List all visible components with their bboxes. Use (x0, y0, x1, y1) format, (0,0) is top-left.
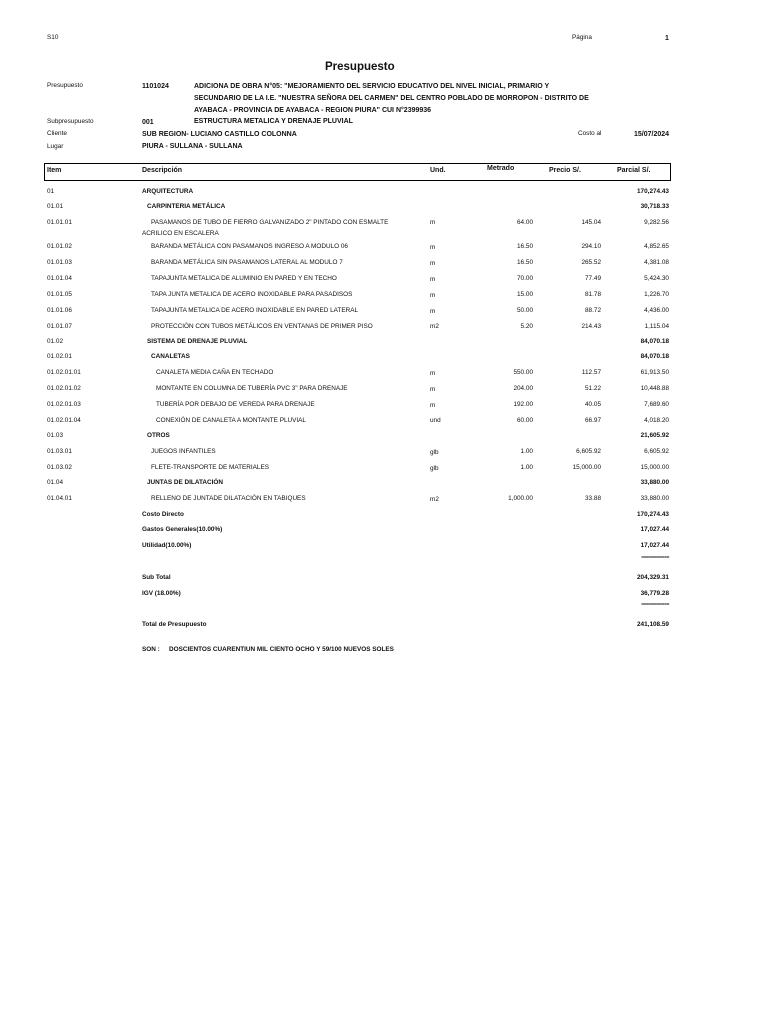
table-row-item: 01.01 (47, 203, 63, 210)
table-row-parcial: 10,448.88 (640, 385, 669, 392)
lugar-label: Lugar (47, 143, 64, 150)
presupuesto-desc-line-3: AYABACA - PROVINCIA DE AYABACA - REGION PIURA" CUI N°2399936 (194, 107, 432, 114)
table-row-und: und (430, 417, 441, 424)
table-row-item: 01.01.02 (47, 243, 72, 250)
table-row-metrado: 64.00 (517, 219, 533, 226)
table-row-metrado: 60.00 (517, 417, 533, 424)
igv-value: 36,779.28 (640, 590, 669, 597)
table-row-metrado: 15.00 (517, 291, 533, 298)
table-row-item: 01.01.01 (47, 219, 72, 226)
table-row-parcial: 61,913.50 (640, 369, 669, 376)
subtotal-value: 204,329.31 (637, 574, 669, 581)
table-row-und: m (430, 219, 436, 226)
table-row-item: 01.02.01 (47, 353, 72, 360)
presupuesto-desc-line-1: ADICIONA DE OBRA N°05: "MEJORAMIENTO DEL SERVICIO EDUCATIVO DEL NIVEL INICIAL, PRIMARIO Y (194, 83, 550, 90)
table-row-desc: JUNTAS DE DILATACIÓN (147, 479, 223, 486)
table-row-item: 01.04.01 (47, 495, 72, 502)
table-row-parcial: 1,115.04 (644, 323, 669, 330)
table-row-item: 01.01.04 (47, 275, 72, 282)
table-row-und: glb (430, 449, 439, 456)
costo-label: Costo al (578, 130, 602, 137)
table-row-item: 01.02 (47, 338, 63, 345)
table-row-und: m (430, 292, 436, 299)
table-row-item: 01.03.02 (47, 464, 72, 471)
table-row-precio: 77.49 (585, 275, 601, 282)
table-row-metrado: 50.00 (517, 307, 533, 314)
table-row-precio: 81.78 (585, 291, 601, 298)
subpresupuesto-code: 001 (142, 119, 154, 126)
table-row-und: m (430, 402, 436, 409)
table-row-desc: CANALETA MEDIA CAÑA EN TECHADO (156, 369, 274, 376)
presupuesto-desc-line-2: SECUNDARIO DE LA I.E. "NUESTRA SEÑORA DEL CARMEN" DEL CENTRO POBLADO DE MORROPON - DISTRITO DE (194, 95, 589, 102)
table-row-parcial: 84,070.18 (640, 353, 669, 360)
table-row-parcial: 4,018.20 (644, 417, 669, 424)
table-row-parcial: 4,852.65 (644, 243, 669, 250)
table-row-metrado: 192.00 (513, 401, 533, 408)
table-row-parcial: 6,605.92 (644, 448, 669, 455)
table-row-desc: ARQUITECTURA (142, 188, 194, 195)
cliente-label: Cliente (47, 130, 67, 137)
total-presupuesto-label: Total de Presupuesto (142, 621, 207, 628)
table-row-parcial: 170,274.43 (637, 188, 669, 195)
table-row-parcial: 15,000.00 (640, 464, 669, 471)
table-row-metrado: 1.00 (520, 464, 533, 471)
table-row-metrado: 70.00 (517, 275, 533, 282)
table-row-precio: 112.57 (581, 369, 601, 376)
table-row-metrado: 1,000.00 (508, 495, 533, 502)
table-row-precio: 265.52 (581, 259, 601, 266)
presupuesto-label: Presupuesto (47, 82, 83, 89)
table-row-desc: TUBERÍA POR DEBAJO DE VEREDA PARA DRENAJE (156, 401, 315, 408)
total-presupuesto-value: 241,108.59 (637, 621, 669, 628)
column-descripcion: Descripción (142, 167, 183, 174)
table-row-item: 01.01.03 (47, 259, 72, 266)
table-row-desc: CARPINTERIA METÁLICA (147, 203, 226, 210)
column-metrado: Metrado (487, 165, 515, 172)
table-row-parcial: 7,689.60 (644, 401, 669, 408)
subtotal-label: Sub Total (142, 574, 171, 581)
separator-line: =========== (641, 602, 669, 608)
table-row-und: m (430, 276, 436, 283)
table-row-precio: 51.22 (585, 385, 601, 392)
column-item: Item (47, 167, 62, 174)
table-row-parcial: 84,070.18 (640, 338, 669, 345)
table-row-und: m (430, 244, 436, 251)
table-row-desc: TAPAJUNTA METALICA DE ALUMINIO EN PARED Y EN TECHO (151, 275, 337, 282)
column-precio: Precio S/. (549, 167, 581, 174)
igv-label: IGV (18.00%) (142, 590, 181, 597)
column-parcial: Parcial S/. (617, 167, 651, 174)
subpresupuesto-desc: ESTRUCTURA METALICA Y DRENAJE PLUVIAL (194, 118, 353, 125)
costo-date: 15/07/2024 (634, 131, 670, 138)
table-row-precio: 66.97 (585, 417, 601, 424)
table-row-desc: BARANDA METÁLICA SIN PASAMANOS LATERAL AL MODULO 7 (151, 259, 343, 266)
table-row-und: m (430, 370, 436, 377)
costo-directo-value: 170,274.43 (637, 511, 669, 518)
table-row-desc-cont: ACRILICO EN ESCALERA (142, 230, 219, 237)
table-row-parcial: 33,880.00 (640, 495, 669, 502)
table-row-parcial: 21,605.92 (640, 432, 669, 439)
table-row-desc: BARANDA METÁLICA CON PASAMANOS INGRESO A MODULO 06 (151, 243, 348, 250)
table-row-precio: 33.88 (585, 495, 601, 502)
table-row-desc: FLETE-TRANSPORTE DE MATERIALES (151, 464, 270, 471)
table-row-item: 01.01.06 (47, 307, 72, 314)
table-row-desc: TAPAJUNTA METALICA DE ACERO INOXIDABLE EN PARED LATERAL (151, 307, 359, 314)
table-row-metrado: 1.00 (520, 448, 533, 455)
subpresupuesto-label: Subpresupuesto (47, 118, 94, 125)
table-row-desc: MONTANTE EN COLUMNA DE TUBERÍA PVC 3" PARA DRENAJE (156, 385, 348, 392)
table-row-desc: TAPA JUNTA METALICA DE ACERO INOXIDABLE PARA PASADISOS (151, 291, 353, 298)
table-row-desc: CANALETAS (151, 353, 190, 360)
table-row-desc: RELLENO DE JUNTADE DILATACIÓN EN TABIQUES (151, 495, 306, 502)
son-amount-words: DOSCIENTOS CUARENTIUN MIL CIENTO OCHO Y 59/100 NUEVOS SOLES (169, 646, 394, 653)
table-row-parcial: 4,436.00 (644, 307, 669, 314)
separator-line: =========== (641, 555, 669, 561)
table-row-und: m2 (430, 323, 439, 330)
page-title: Presupuesto (325, 61, 395, 73)
table-row-precio: 214.43 (581, 323, 601, 330)
table-row-precio: 88.72 (585, 307, 601, 314)
table-row-und: m (430, 308, 436, 315)
table-row-desc: CONEXIÓN DE CANALETA A MONTANTE PLUVIAL (156, 417, 306, 424)
table-row-und: m2 (430, 496, 439, 503)
table-row-item: 01.02.01.02 (47, 385, 81, 392)
table-row-precio: 15,000.00 (572, 464, 601, 471)
report-code: S10 (47, 34, 59, 41)
table-row-metrado: 550.00 (513, 369, 533, 376)
table-row-parcial: 5,424.30 (644, 275, 669, 282)
table-row-item: 01.04 (47, 479, 63, 486)
table-row-parcial: 1,226.70 (644, 291, 669, 298)
table-row-item: 01.02.01.03 (47, 401, 81, 408)
table-row-item: 01.02.01.01 (47, 369, 81, 376)
table-row-parcial: 4,381.08 (644, 259, 669, 266)
table-row-desc: PROTECCIÓN CON TUBOS METÁLICOS EN VENTANAS DE PRIMER PISO (151, 323, 373, 330)
costo-directo-label: Costo Directo (142, 511, 184, 518)
table-row-item: 01.03.01 (47, 448, 72, 455)
table-row-precio: 6,605.92 (576, 448, 601, 455)
utilidad-label: Utilidad(10.00%) (142, 542, 192, 549)
gastos-generales-value: 17,027.44 (640, 526, 669, 533)
table-row-desc: PASAMANOS DE TUBO DE FIERRO GALVANIZADO 2" PINTADO CON ESMALTE (151, 219, 389, 226)
table-row-desc: JUEGOS INFANTILES (151, 448, 216, 455)
table-row-item: 01.02.01.04 (47, 417, 81, 424)
gastos-generales-label: Gastos Generales(10.00%) (142, 526, 223, 533)
table-row-item: 01 (47, 188, 55, 195)
page-label: Página (572, 34, 592, 41)
cliente-value: SUB REGION- LUCIANO CASTILLO COLONNA (142, 131, 297, 138)
table-row-precio: 145.04 (581, 219, 601, 226)
table-row-parcial: 33,880.00 (640, 479, 669, 486)
table-row-desc: SISTEMA DE DRENAJE PLUVIAL (147, 338, 248, 345)
page-number: 1 (665, 35, 669, 42)
table-row-metrado: 5.20 (520, 323, 533, 330)
table-row-precio: 294.10 (581, 243, 601, 250)
column-und: Und. (430, 167, 446, 174)
presupuesto-code: 1101024 (142, 83, 169, 90)
table-row-item: 01.01.07 (47, 323, 72, 330)
table-row-und: m (430, 260, 436, 267)
son-label: SON : (142, 646, 160, 653)
utilidad-value: 17,027.44 (640, 542, 669, 549)
table-row-metrado: 204.00 (513, 385, 533, 392)
table-row-metrado: 16.50 (517, 259, 533, 266)
table-row-metrado: 16.50 (517, 243, 533, 250)
table-row-parcial: 9,282.56 (644, 219, 669, 226)
lugar-value: PIURA - SULLANA - SULLANA (142, 143, 243, 150)
table-row-parcial: 30,718.33 (640, 203, 669, 210)
table-row-item: 01.03 (47, 432, 63, 439)
table-row-item: 01.01.05 (47, 291, 72, 298)
table-row-und: glb (430, 465, 439, 472)
table-row-desc: OTROS (147, 432, 170, 439)
table-row-precio: 40.05 (585, 401, 601, 408)
table-row-und: m (430, 386, 436, 393)
